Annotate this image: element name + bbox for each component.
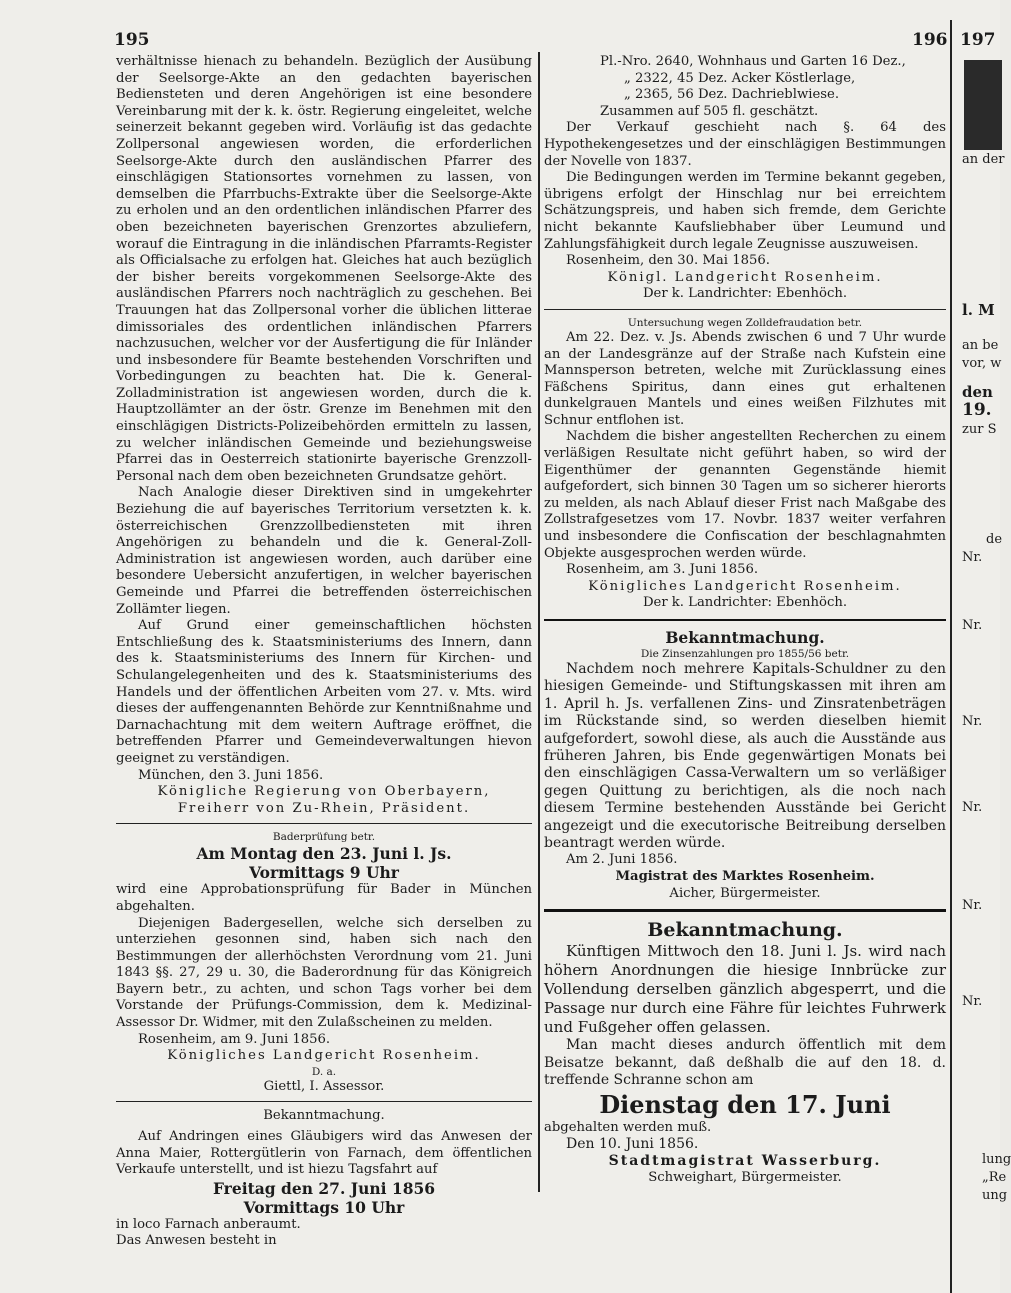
bridge-date-headline: Dienstag den 17. Juni: [599, 1089, 891, 1119]
strip-text: Nr.: [962, 898, 983, 913]
notice-heading-customs: Untersuchung wegen Zolldefraudation betr.: [627, 316, 863, 329]
strip-text: zur S: [962, 422, 997, 437]
sale-conditions: Die Bedingungen werden im Termine bekannt gegeben, übrigens erfolgt der Hinschlag nur bei erreichtem Schätzungspreis, und haben sich fremde, dem Gerichte nicht bekannte Kaufsliebhaber über Leumund und Zahlungsfähigkeit durch legale Zeugnisse auszuweisen.: [544, 170, 946, 252]
regulation-date: München, den 3. Juni 1856.: [138, 767, 324, 783]
interest-signature-name: Aicher, Bürgermeister.: [669, 885, 821, 901]
strip-text: Nr.: [962, 800, 983, 815]
strip-text: an be: [962, 338, 999, 353]
interest-subheading: Die Zinsenzahlungen pro 1855/56 betr.: [640, 648, 850, 660]
page-number-left: 195: [114, 30, 150, 50]
column-divider-left: [538, 52, 540, 1192]
strip-text: Nr.: [962, 994, 983, 1009]
regulation-signature-authority: Königliche Regierung von Oberbayern,: [157, 784, 491, 800]
strip-text: den: [962, 383, 993, 401]
parcel-line-2: „ 2322, 45 Dez. Acker Köstlerlage,: [624, 70, 856, 86]
exam-time-headline: Vormittags 9 Uhr: [249, 863, 399, 883]
regulation-signature-name: Freiherr von Zu-Rhein, Präsident.: [177, 800, 471, 816]
strip-text: Nr.: [962, 550, 983, 565]
separator-rule: [544, 909, 946, 912]
bridge-signature-authority: Stadtmagistrat Wasserburg.: [608, 1152, 882, 1169]
strip-text: „Re: [982, 1170, 1007, 1185]
customs-date: Rosenheim, am 3. Juni 1856.: [566, 562, 759, 578]
strip-text: an der: [962, 152, 1005, 167]
strip-text: l. M: [962, 301, 995, 319]
sale-location: in loco Farnach anberaumt.: [116, 1216, 301, 1232]
sale-date: Rosenheim, den 30. Mai 1856.: [566, 253, 770, 269]
regulation-paragraph-1: verhältnisse hienach zu behandeln. Bezüglich der Ausübung der Seelsorge-Akte an den gedachten bayerischen Bediensteten und deren Angehörigen ist eine besondere Vereinbarung mit der k. k. östr. Regierung eingeleitet, welche seinerzeit bekannt gegeben wird. Vorläufig ist das gedachte Zollpersonal angewiesen worden, die erforderlichen Seelsorge-Akte durch den ausländischen Pfarrer des einschlägigen Stationsortes vornehmen zu lassen, von demselben die Pfarrbuchs-Extrakte über die Seelsorge-Akte zu erholen und an den ordentlichen inländischen Pfarrer des oben bezeichneten bayerischen Grenzortes abzuliefern, worauf die Eintragung in die inländischen Pfarramts-Register als Officialsache zu erfolgen hat. Gleiches hat auch bezüglich der bisher bereits vorgekommenen Seelsorge-Akte des ausländischen Pfarrers noch nachträglich zu geschehen. Bei Trauungen hat das Zollpersonal vorher die üblichen litterae dimissoriales des ordentlichen inländischen Pfarrers nachzusuchen, welcher vor der Ausfertigung die für Inländer und insbesondere für Beamte bestehenden Vorschriften und Vorbedingungen zu beachten hat. Die k. General-Zolladministration ist angewiesen worden, durch die k. Hauptzollämter an der östr. Grenze im Benehmen mit den einschlägigen Districts-Polizeibehörden ermitteln zu lassen, zu welcher inländischen Gemeinde und beziehungsweise Pfarrei das in Oesterreich stationirte bayerische Grenzzoll-Personal nach dem oben bezeichneten Grundsatze gehört.: [116, 54, 532, 484]
strip-text: Nr.: [962, 618, 983, 633]
exam-signature-authority: Königliches Landgericht Rosenheim.: [167, 1048, 481, 1064]
middle-column: [544, 54, 946, 1186]
interest-signature-authority: Magistrat des Marktes Rosenheim.: [615, 869, 875, 885]
exam-date: Rosenheim, am 9. Juni 1856.: [138, 1031, 331, 1047]
bridge-tail: abgehalten werden muß.: [544, 1119, 712, 1135]
strip-text: vor, w: [962, 356, 1002, 371]
strip-text: de: [986, 532, 1003, 547]
page-number-right: 197: [960, 30, 996, 50]
notice-heading-bridge: Bekanntmachung.: [647, 919, 843, 942]
sale-time-headline: Vormittags 10 Uhr: [243, 1197, 405, 1217]
strip-text: ung: [982, 1188, 1008, 1203]
customs-body-1: Am 22. Dez. v. Js. Abends zwischen 6 und 7 Uhr wurde an der Landesgränze auf der Straße nach Kufstein eine Mannsperson betreten, welche mit Zurücklassung eines Fäßchens Spiritus, dann eines gut erhaltenen dunkelgrauen Mantels und eines weißen Filzhutes mit Schnur entflohen ist.: [544, 329, 946, 428]
separator-rule: [544, 309, 946, 310]
page-number-middle: 196: [912, 30, 948, 50]
bridge-body-1: Künftigen Mittwoch den 18. Juni l. Js. wird nach höhern Anordnungen die hiesige Innbrücke zur Vollendung derselben gänzlich abgesperrt, und die Passage nur durch eine Fähre für leichtes Fuhrwerk und Fußgeher offen gelassen.: [544, 942, 946, 1037]
parcel-line-3: „ 2365, 56 Dez. Dachrieblwiese.: [624, 87, 840, 103]
exam-body: Diejenigen Badergesellen, welche sich derselben zu unterziehen gesonnen sind, haben sich nach den Bestimmungen der allerhöchsten Verordnung vom 21. Juni 1843 §§. 27, 29 u. 30, die Baderordnung für das Königreich Bayern betr., zu achten, und schon Tags vorher bei dem Vorstande der Prüfungs-Commission, dem k. Medizinal-Assessor Dr. Widmer, mit den Zulaßscheinen zu melden.: [116, 915, 532, 1031]
notice-heading-sale: Bekanntmachung.: [263, 1108, 385, 1124]
next-page-strip: [958, 20, 1011, 1293]
sale-date-headline: Freitag den 27. Juni 1856: [212, 1178, 436, 1198]
interest-date: Am 2. Juni 1856.: [566, 852, 678, 868]
exam-date-headline: Am Montag den 23. Juni l. Js.: [196, 844, 452, 864]
interest-body: Nachdem noch mehrere Kapitals-Schuldner zu den hiesigen Gemeinde- und Stiftungskassen mit ihren am 1. April h. Js. verfallenen Zins- und Zinsratenbeträgen im Rückstande sind, so werden dieselben hiemit aufgefordert, sowohl diese, als auch die Ausstände aus früheren Jahren, bis Ende gegenwärtigen Monats bei den einschlägigen Cassa-Verwaltern um so verläßiger gegen Quittung zu berichtigen, als die noch nach diesem Termine bestehenden Ausstände bei Gericht angezeigt und die executorische Beitreibung derselben beantragt werden würde.: [544, 661, 946, 852]
regulation-paragraph-3: Auf Grund einer gemeinschaftlichen höchsten Entschließung des k. Staatsministeriums des Innern, dann des k. Staatsministeriums des Innern für Kirchen- und Schulangelegenheiten und des k. Staatsministeriums des Handels und der öffentlichen Arbeiten vom 27. v. Mts. wird dieses der auffengenannten Behörde zur Kenntnißnahme und Darnachachtung mit dem weitern Auftrage eröffnet, die betreffenden Pfarrer und Gemeindeverwaltungen hievon geeignet zu verständigen.: [116, 618, 532, 766]
exam-announcement: wird eine Approbationsprüfung für Bader in München abgehalten.: [116, 882, 532, 914]
parcel-line-1: Pl.-Nro. 2640, Wohnhaus und Garten 16 Dez.,: [600, 54, 906, 69]
customs-body-2: Nachdem die bisher angestellten Recherchen zu einem verläßigen Resultate nicht geführt haben, so wird der Eigenthümer der genannten Gegenstände hiemit aufgefordert, sich binnen 30 Tagen um so sicherer hierorts zu melden, als nach Ablauf dieser Frist nach Maßgabe des Zollstrafgesetzes vom 17. Novbr. 1837 weiter verfahren und insbesondere die Confiscation der beschlagnahmten Objekte ausgesprochen werden würde.: [544, 429, 946, 561]
separator-rule: [116, 823, 532, 824]
customs-signature-authority: Königliches Landgericht Rosenheim.: [588, 578, 902, 594]
bridge-signature-name: Schweighart, Bürgermeister.: [648, 1169, 842, 1185]
notice-heading-interest: Bekanntmachung.: [665, 628, 825, 647]
sale-signature-authority: Königl. Landgericht Rosenheim.: [607, 269, 883, 285]
customs-signature-name: Der k. Landrichter: Ebenhöch.: [642, 595, 848, 611]
sale-body: Auf Andringen eines Gläubigers wird das Anwesen der Anna Maier, Rottergütlerin von Farnach, dem öffentlichen Verkaufe unterstellt, und ist hiezu Tagsfahrt auf: [116, 1129, 532, 1178]
separator-rule: [116, 1101, 532, 1102]
sale-signature-name: Der k. Landrichter: Ebenhöch.: [642, 286, 848, 302]
strip-text: lung: [982, 1152, 1011, 1167]
bridge-body-2: Man macht dieses andurch öffentlich mit dem Beisatze bekannt, daß deßhalb die auf den 18. d. treffende Schranne schon am: [544, 1037, 946, 1089]
parcel-sum: Zusammen auf 505 fl. geschätzt.: [600, 103, 819, 119]
regulation-paragraph-2: Nach Analogie dieser Direktiven sind in umgekehrter Beziehung die auf bayerisches Territorium versetzten k. k. österreichischen Grenzzollbediensteten mit ihren Angehörigen zu behandeln und die k. General-Zoll-Administration ist angewiesen worden, auch darüber eine besondere Uebersicht anzufertigen, in welcher bayerischen Gemeinde und Pfarrei die betreffenden österreichischen Zollämter liegen.: [116, 485, 532, 617]
separator-rule: [544, 619, 946, 621]
notice-heading-baderpruefung: Baderprüfung betr.: [272, 831, 376, 844]
strip-text: Nr.: [962, 714, 983, 729]
column-divider-right: [950, 20, 952, 1293]
bridge-date: Den 10. Juni 1856.: [566, 1136, 699, 1153]
exam-signature-da: D. a.: [311, 1065, 337, 1078]
masthead-fragment-image: [964, 60, 1002, 150]
exam-signature-name: Giettl, I. Assessor.: [263, 1078, 385, 1094]
sale-property-intro: Das Anwesen besteht in: [116, 1233, 277, 1249]
left-column: [116, 54, 532, 1250]
strip-text: 19.: [962, 400, 992, 420]
sale-terms: Der Verkauf geschieht nach §. 64 des Hypothekengesetzes und der einschlägigen Bestimmungen der Novelle von 1837.: [544, 120, 946, 169]
